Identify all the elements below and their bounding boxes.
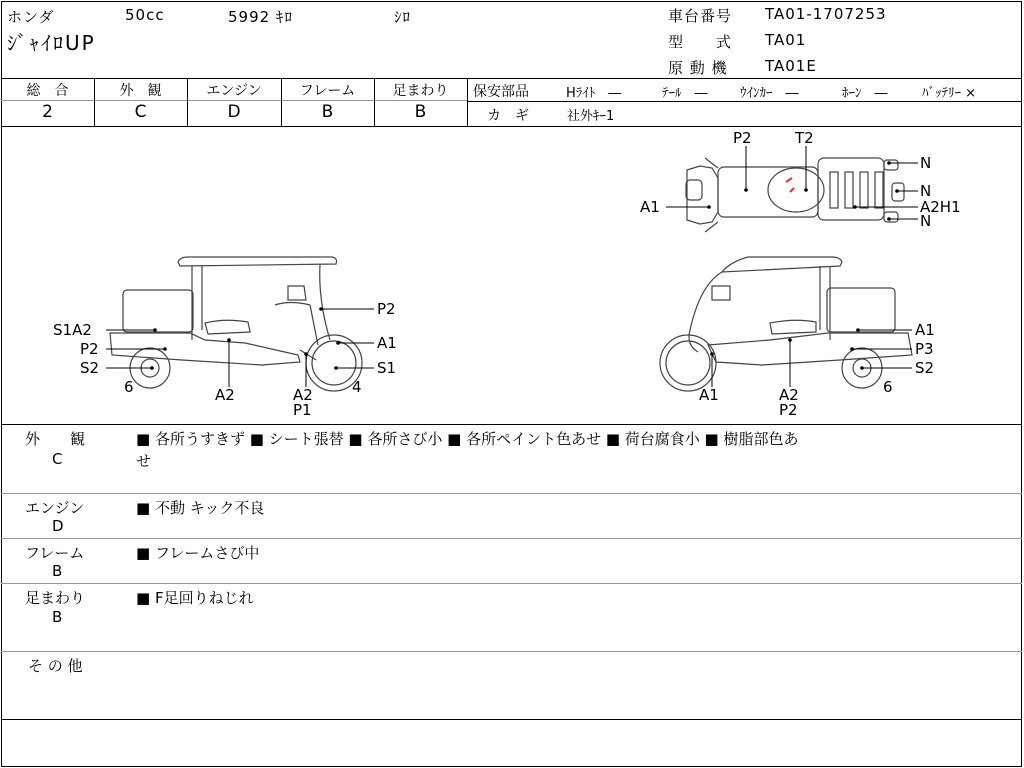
- grade-engine: D: [227, 102, 241, 122]
- engine-label: 原 動 機: [668, 59, 728, 77]
- label-top-a2h1: A2H1: [920, 198, 961, 216]
- scooter-right-view: [660, 257, 912, 391]
- grade-engine-label: エンジン: [206, 83, 262, 99]
- body-color: ｼﾛ: [394, 8, 412, 26]
- grade-frame: B: [321, 102, 334, 122]
- label-left-a1: A1: [377, 334, 397, 352]
- safety-battery: ﾊﾞｯﾃﾘｰ ×: [922, 86, 977, 101]
- label-left-p2: P2: [80, 340, 99, 358]
- label-right-a1: A1: [915, 321, 935, 339]
- note-other-label: そ の 他: [28, 657, 83, 675]
- label-right-p3: P3: [915, 340, 934, 358]
- label-top-n2: N: [920, 182, 932, 200]
- label-left-p1: P1: [293, 401, 312, 419]
- note-suspension-label: 足まわり: [25, 589, 86, 607]
- safety-horn: ﾎｰﾝ ―: [842, 86, 888, 101]
- label-top-n1: N: [920, 154, 932, 172]
- label-right-a2: A2: [779, 386, 799, 404]
- displacement: 50cc: [125, 6, 165, 24]
- note-exterior-label: 外 観: [25, 430, 86, 448]
- label-right-a1b: A1: [699, 386, 719, 404]
- note-frame-label: フレーム: [25, 544, 85, 562]
- label-right-s2: S2: [915, 359, 935, 377]
- label-top-p2: P2: [733, 129, 752, 147]
- label-left-a2b: A2: [293, 386, 313, 404]
- note-exterior-text: ■ 各所うすきず ■ シート張替 ■ 各所さび小 ■ 各所ペイント色あせ ■ 荷台腐食小 ■ 樹脂部色あ: [136, 430, 799, 448]
- scooter-diagrams: [0, 126, 1024, 424]
- note-suspension-grade: B: [52, 608, 63, 626]
- label-right-p2: P2: [779, 401, 798, 419]
- safety-headlight: Hﾗｲﾄ ―: [566, 86, 622, 101]
- note-frame-grade: B: [52, 562, 63, 580]
- safety-label: 保安部品: [473, 84, 529, 100]
- type-label: 型 式: [668, 33, 733, 51]
- safety-winker: ｳｲﾝｶｰ ―: [740, 86, 799, 101]
- grade-suspension-label: 足まわり: [392, 83, 449, 99]
- note-suspension-text: ■ F足回りねじれ: [136, 589, 254, 607]
- note-exterior-text-cont: せ: [136, 452, 152, 470]
- label-left-4: 4: [352, 378, 362, 396]
- note-exterior-grade: C: [52, 450, 63, 468]
- grade-exterior-label: 外 観: [119, 83, 162, 99]
- grade-total-label: 総 合: [26, 83, 69, 99]
- label-top-a1: A1: [640, 198, 660, 216]
- note-engine-label: エンジン: [25, 499, 85, 517]
- label-top-t2: T2: [795, 129, 814, 147]
- label-left-s1a2: S1A2: [53, 321, 92, 339]
- maker: ホンダ: [7, 8, 55, 26]
- label-left-s1: S1: [377, 359, 397, 377]
- key-value: 社外ｷｰ1: [567, 109, 615, 124]
- grade-total: 2: [42, 102, 53, 122]
- label-left-p2r: P2: [377, 300, 396, 318]
- label-right-6: 6: [883, 378, 893, 396]
- label-left-s2: S2: [80, 359, 100, 377]
- scooter-left-view: [106, 257, 374, 391]
- key-label: カ ギ: [487, 108, 529, 124]
- frame-no-label: 車台番号: [668, 7, 733, 25]
- engine-value: TA01E: [765, 57, 817, 75]
- mileage: 5992 ｷﾛ: [228, 8, 293, 26]
- type-value: TA01: [765, 31, 807, 49]
- grade-exterior: C: [134, 102, 147, 122]
- frame-no: TA01-1707253: [765, 5, 887, 23]
- grade-frame-label: フレーム: [299, 83, 356, 99]
- label-top-n3: N: [920, 212, 932, 230]
- note-engine-grade: D: [52, 517, 64, 535]
- model-name: ｼﾞｬｲﾛUP: [7, 31, 96, 55]
- scooter-top-view: [666, 146, 918, 232]
- note-frame-text: ■ フレームさび中: [136, 544, 260, 562]
- note-engine-text: ■ 不動 キック不良: [136, 499, 265, 517]
- label-left-6: 6: [124, 378, 134, 396]
- label-left-a2: A2: [215, 386, 235, 404]
- safety-taillight: ﾃｰﾙ ―: [662, 86, 708, 101]
- grade-suspension: B: [414, 102, 427, 122]
